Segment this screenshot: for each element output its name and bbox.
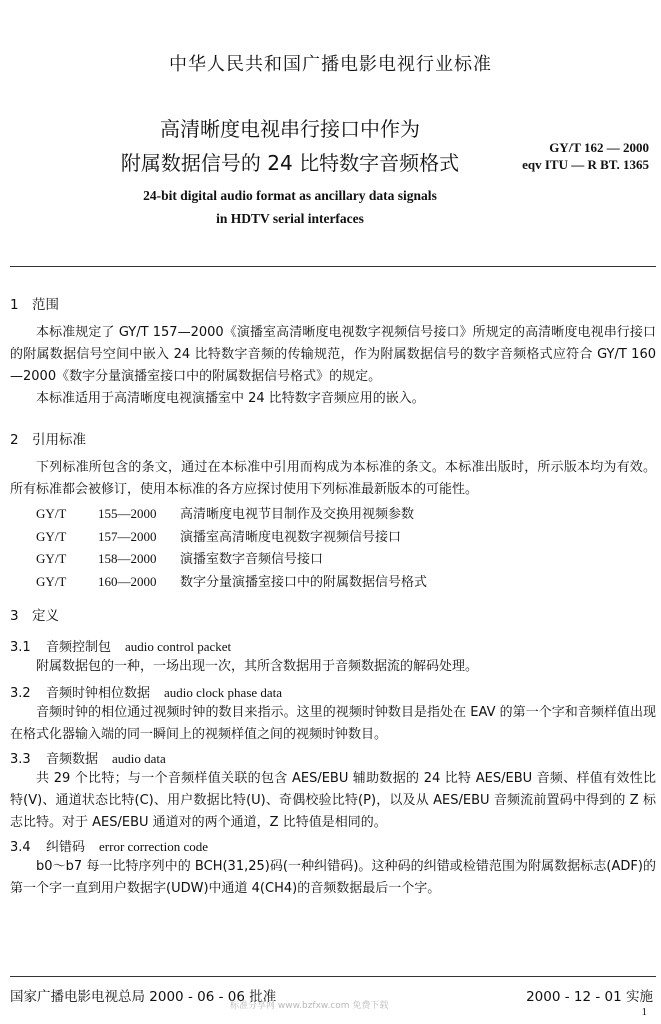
reference-item: GY/T 160—2000 数字分量演播室接口中的附属数据信号格式 bbox=[36, 574, 428, 590]
section-number: 1 bbox=[10, 297, 19, 313]
definition-3-2-term: 3.2 音频时钟相位数据 audio clock phase data bbox=[10, 685, 283, 701]
section-2-heading bbox=[10, 428, 86, 448]
section-title: 引用标准 bbox=[32, 432, 86, 448]
reference-item: GY/T 157—2000 演播室高清晰度电视数字视频信号接口 bbox=[36, 529, 402, 545]
section-title: 定义 bbox=[32, 608, 59, 624]
definition-3-2-text: 音频时钟的相位通过视频时钟的数目来指示。这里的视频时钟数目是指处在 EAV 的第一个字和音频样值出现在格式化器输入端的同一瞬间上的视频样值之间的视频时钟数目。 bbox=[10, 705, 656, 742]
implementation-date: 2000 - 12 - 01 实施 bbox=[526, 989, 653, 1005]
header-divider bbox=[10, 266, 656, 267]
definition-3-3-text: 共 29 个比特；与一个音频样值关联的包含 AES/EBU 辅助数据的 24 比特 AES/EBU 音频、样值有效性比特(V)、通道状态比特(C)、用户数据比特(U)、奇偶校验比特(P)，以及从 AES/EBU 音频流前置码中得到的 Z 标志比特。对于 AES/EBU 通道对的两个通道，Z 比特值是相同的。 bbox=[10, 771, 656, 830]
paragraph: 本标准规定了 GY/T 157—2000《演播室高清晰度电视数字视频信号接口》所规定的高清晰度电视串行接口的附属数据信号空间中嵌入 24 比特数字音频的传输规范，作为附属数据信号的数字音频格式应符合 GY/T 160—2000《数字分量演播室接口中的附属数据信号格式》的规定。 bbox=[10, 325, 656, 384]
section-3-heading bbox=[10, 604, 59, 624]
title-cn-line1: 高清晰度电视串行接口中作为 bbox=[160, 117, 420, 141]
section-title: 范围 bbox=[32, 297, 59, 313]
definition-3-1-term: 3.1 音频控制包 audio control packet bbox=[10, 639, 232, 655]
reference-item: GY/T 155—2000 高清晰度电视节目制作及交换用视频参数 bbox=[36, 506, 415, 522]
section-2-body bbox=[10, 457, 656, 501]
reference-item: GY/T 158—2000 演播室数字音频信号接口 bbox=[36, 551, 324, 567]
watermark-text: 标准分享网 www.bzfxw.com 免费下载 bbox=[230, 1001, 389, 1011]
definition-3-3-term: 3.3 音频数据 audio data bbox=[10, 751, 166, 767]
title-cn-line2: 附属数据信号的 24 比特数字音频格式 bbox=[120, 151, 460, 175]
equivalent-standard: eqv ITU — R BT. 1365 bbox=[522, 157, 649, 172]
approval-info: 国家广播电影电视总局 2000 - 06 - 06 批准 bbox=[10, 989, 277, 1005]
definition-3-1-text: 附属数据包的一种，一场出现一次，其所含数据用于音频数据流的解码处理。 bbox=[36, 659, 479, 674]
definition-3-4-term: 3.4 纠错码 error correction code bbox=[10, 839, 209, 855]
title-en-line1: 24-bit digital audio format as ancillary data signals bbox=[143, 188, 437, 203]
section-number: 3 bbox=[10, 608, 19, 624]
section-1-body bbox=[10, 322, 656, 410]
page-number: 1 bbox=[641, 1006, 647, 1018]
definition-3-4-text: b0～b7 每一比特序列中的 BCH(31,25)码(一种纠错码)。这种码的纠错或检错范围为附属数据标志(ADF)的第一个字一直到用户数据字(UDW)中通道 4(CH4)的音频数据最后一个字。 bbox=[10, 859, 656, 896]
paragraph: 下列标准所包含的条文，通过在本标准中引用而构成为本标准的条文。本标准出版时，所示版本均为有效。所有标准都会被修订，使用本标准的各方应探讨使用下列标准最新版本的可能性。 bbox=[10, 460, 656, 497]
title-en-line2: in HDTV serial interfaces bbox=[216, 211, 364, 226]
paragraph: 本标准适用于高清晰度电视演播室中 24 比特数字音频应用的嵌入。 bbox=[36, 391, 425, 406]
footer-divider bbox=[10, 976, 656, 977]
section-number: 2 bbox=[10, 432, 19, 448]
standard-number: GY/T 162 — 2000 bbox=[549, 140, 649, 155]
section-1-heading bbox=[10, 293, 59, 313]
issuing-organization: 中华人民共和国广播电影电视行业标准 bbox=[169, 54, 492, 75]
